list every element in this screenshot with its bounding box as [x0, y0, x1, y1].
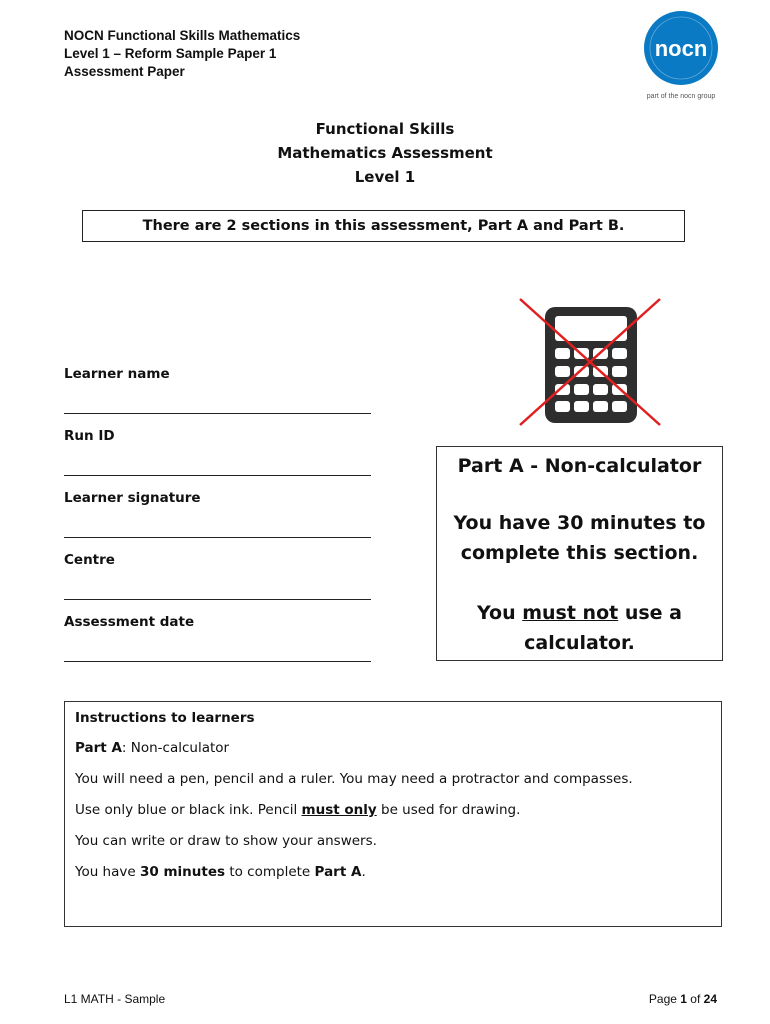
sections-notice-text: There are 2 sections in this assessment, Part A and Part B. [142, 218, 625, 234]
instruction-line-5 [75, 857, 721, 888]
title-line-3: Level 1 [354, 168, 416, 186]
instr-line5-time: 30 minutes [139, 864, 226, 880]
centre-field[interactable] [64, 570, 384, 612]
instr-line5-mid: to complete [225, 864, 315, 880]
learner-details-form [64, 364, 384, 674]
instr-line5-post: . [361, 864, 366, 880]
no-calculator-icon [518, 297, 664, 427]
header-line-2: Level 1 – Reform Sample Paper 1 [64, 46, 277, 61]
learner-name-field[interactable] [64, 384, 384, 426]
footer-doc-id: L1 MATH - Sample [64, 992, 166, 1006]
instr-line3-emphasis: must only [301, 802, 377, 818]
instruction-line-4: You can write or draw to show your answers. [75, 833, 377, 849]
nocn-logo [640, 10, 720, 102]
document-header [64, 27, 300, 81]
of-word: of [686, 992, 704, 1006]
run-id-field[interactable] [64, 446, 384, 488]
instr-line3-post: be used for drawing. [376, 802, 521, 818]
rule-emphasis: must not [522, 602, 619, 624]
page-word: Page [648, 992, 681, 1006]
instruction-line-2: You will need a pen, pencil and a ruler. You may need a protractor and compasses. [75, 771, 633, 787]
learner-signature-label: Learner signature [64, 490, 201, 506]
assessment-date-label: Assessment date [64, 614, 195, 630]
instr-line3-pre: Use only blue or black ink. Pencil [75, 802, 302, 818]
instr-line5-pre: You have [75, 864, 140, 880]
part-a-title: Part A - Non-calculator [457, 455, 702, 477]
footer-page-number [649, 992, 717, 1006]
part-a-info-box [436, 446, 723, 661]
rule-pre: You [477, 602, 523, 624]
learner-name-label: Learner name [64, 366, 170, 382]
instr-line5-part: Part A [314, 864, 362, 880]
page-total: 24 [703, 992, 717, 1006]
title-line-1: Functional Skills [315, 120, 455, 138]
part-a-rule-line-2: calculator. [524, 632, 635, 654]
instr-line1-rest: : Non-calculator [121, 740, 230, 756]
part-a-time-line-2: complete this section. [460, 542, 699, 564]
logo-tagline: part of the nocn group [646, 93, 716, 100]
assessment-title [0, 117, 770, 189]
part-a-time-line-1: You have 30 minutes to [453, 512, 706, 534]
part-a-time [437, 508, 722, 568]
instruction-line-3 [75, 795, 721, 826]
page-current: 1 [680, 992, 687, 1006]
part-a-calculator-rule [437, 598, 722, 658]
header-line-3: Assessment Paper [64, 64, 185, 79]
logo-text: nocn [654, 36, 708, 61]
instr-part-a-bold: Part A [75, 740, 122, 756]
sections-notice-box [82, 210, 685, 242]
learner-signature-field[interactable] [64, 508, 384, 550]
header-line-1: NOCN Functional Skills Mathematics [64, 28, 301, 43]
centre-label: Centre [64, 552, 115, 568]
assessment-date-field[interactable] [64, 632, 384, 674]
part-a-rule-line-1 [437, 598, 722, 628]
rule-post: use a [618, 602, 682, 624]
instruction-line-1 [75, 733, 721, 764]
instructions-box [64, 701, 722, 927]
run-id-label: Run ID [64, 428, 115, 444]
instructions-heading: Instructions to learners [75, 710, 255, 726]
title-line-2: Mathematics Assessment [277, 144, 493, 162]
